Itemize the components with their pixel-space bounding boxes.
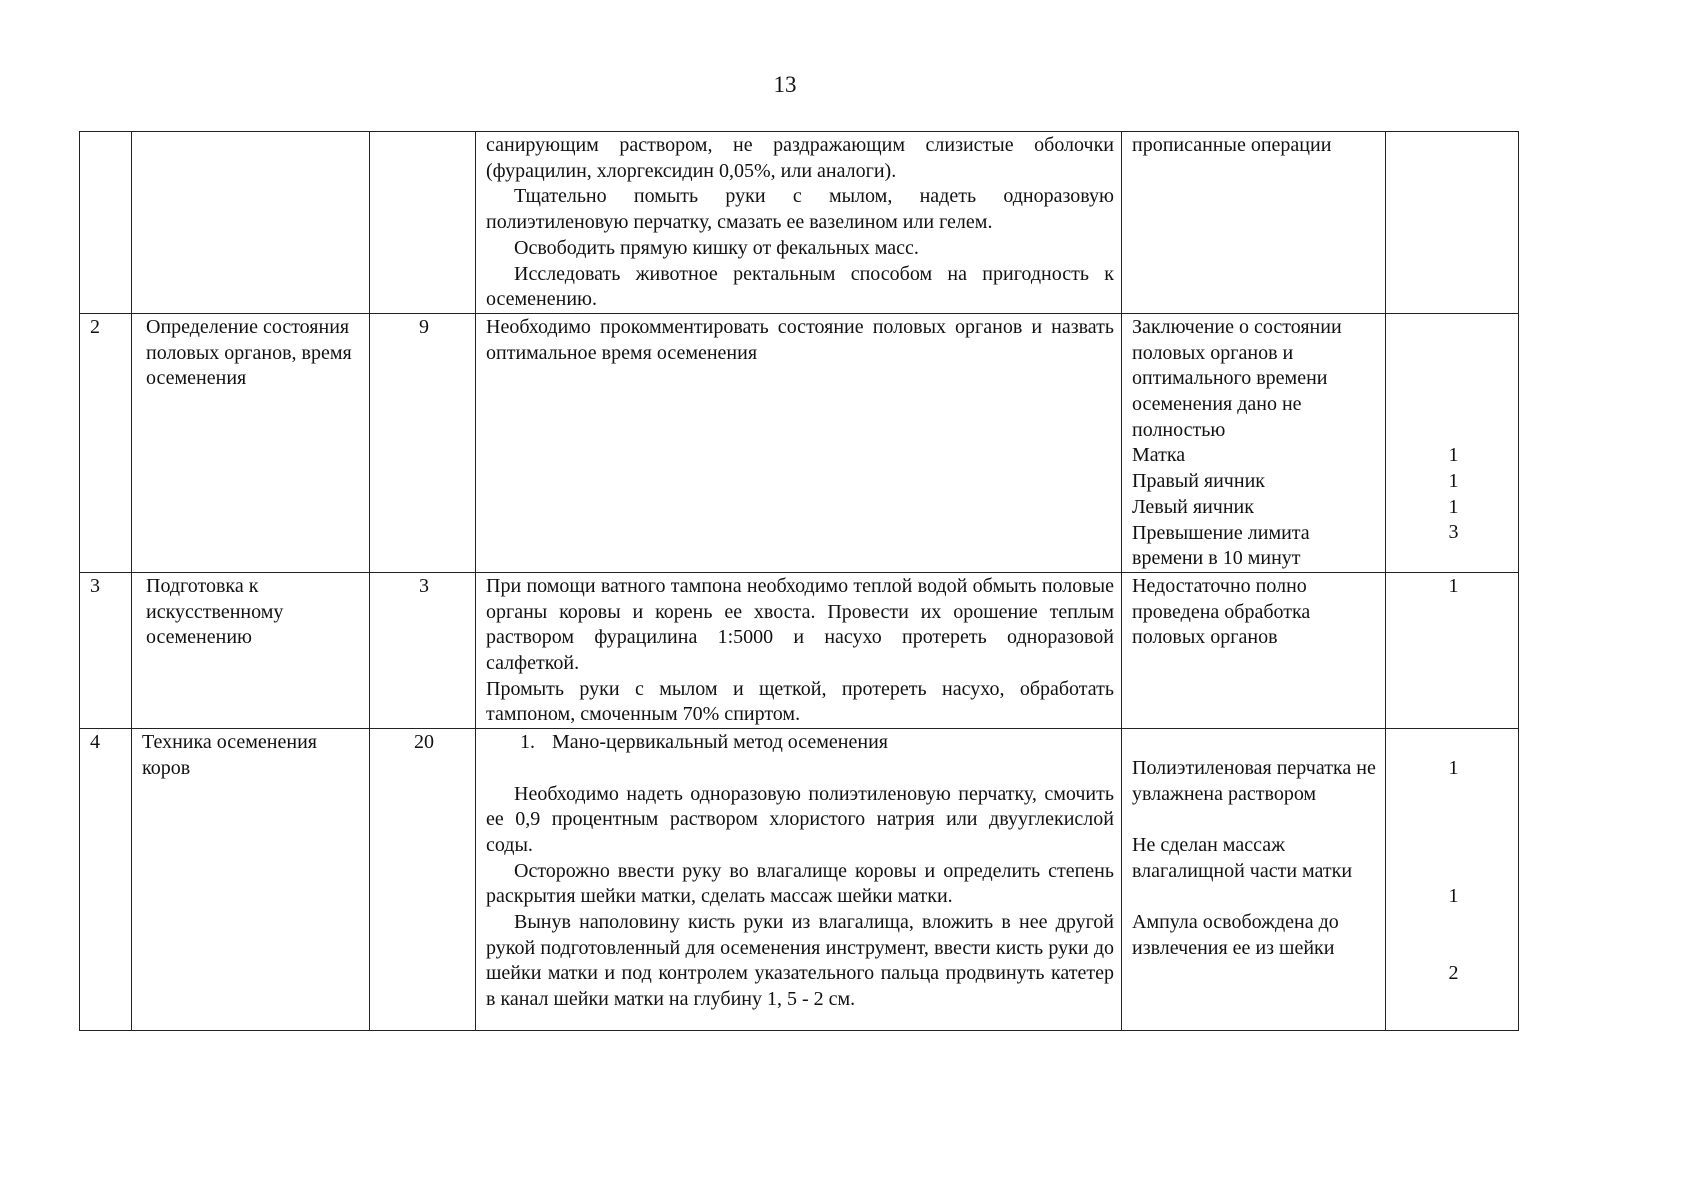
instruction-paragraph: При помощи ватного тампона необходимо теплой водой обмыть половые органы коровы и корень ее хвоста. Провести их орошение теплым раствором фурацилина 1:5000 и насухо протереть одноразовой салфеткой. — [486, 574, 1114, 675]
stage-name: Подготовка к искусственному осеменению — [146, 574, 284, 649]
instruction-cell — [476, 729, 1122, 1031]
points-value: 1 — [1448, 756, 1459, 779]
instruction-paragraph: Исследовать животное ректальным способом на пригодность к осеменению. — [486, 262, 1114, 311]
criterion-text: Не сделан массаж влагалищной части матки — [1132, 833, 1353, 882]
stage-name-cell — [132, 313, 370, 572]
instruction-cell — [476, 313, 1122, 572]
criterion-item: Правый яичник — [1132, 470, 1265, 493]
stage-name: Техника осеменения коров — [142, 731, 317, 779]
instruction-paragraph: Необходимо прокомментировать состояние половых органов и назвать оптимальное время осеменения — [486, 315, 1114, 364]
criterion-cell — [1122, 132, 1386, 314]
time-cell: 3 — [370, 572, 476, 728]
time-cell — [370, 132, 476, 314]
criterion-intro: Заключение о состоянии половых органов и оптимального времени осеменения дано не полностью — [1132, 315, 1342, 441]
stage-name-cell — [132, 572, 370, 728]
stage-name-cell — [132, 729, 370, 1031]
method-title: Мано-цервикальный метод осеменения — [552, 731, 888, 754]
points-value: 1 — [1448, 574, 1459, 597]
criterion-text: прописанные операции — [1132, 134, 1332, 156]
instruction-paragraph: Необходимо надеть одноразовую полиэтиленовую перчатку, смочить ее 0,9 процентным раствором хлористого натрия или двууглекислой соды. — [486, 782, 1114, 856]
instruction-paragraph: Освободить прямую кишку от фекальных масс. — [514, 236, 919, 259]
instruction-cell — [476, 132, 1122, 314]
method-heading — [486, 730, 1114, 756]
instruction-paragraph: Осторожно ввести руку во влагалище коровы и определить степень раскрытия шейки матки, сделать массаж шейки матки. — [486, 859, 1114, 908]
instruction-paragraph: Тщательно помыть руки с мылом, надеть одноразовую полиэтиленовую перчатку, смазать ее вазелином или гелем. — [486, 185, 1114, 234]
criterion-text: Ампула освобождена до извлечения ее из шейки — [1132, 911, 1339, 959]
num-cell: 2 — [80, 313, 132, 572]
stage-name-cell — [132, 132, 370, 314]
points-value: 1 — [1448, 495, 1459, 518]
table-row — [80, 313, 1519, 572]
list-number: 1. — [520, 731, 535, 754]
criterion-cell — [1122, 729, 1386, 1031]
num-cell — [80, 132, 132, 314]
page-number: 13 — [773, 72, 797, 97]
points-value: 1 — [1448, 444, 1459, 467]
criterion-text: Недостаточно полно проведена обработка половых органов — [1132, 574, 1311, 649]
table-row — [80, 132, 1519, 314]
instruction-paragraph: санирующим раствором, не раздражающим слизистые оболочки (фурацилин, хлоргексидин 0,05%, или аналоги). — [486, 134, 1114, 182]
table-row — [80, 729, 1519, 1031]
points-cell — [1386, 572, 1519, 728]
points-value: 1 — [1448, 885, 1459, 908]
points-value: 3 — [1448, 521, 1459, 544]
criterion-item: Левый яичник — [1132, 495, 1254, 518]
instruction-paragraph: Вынув наполовину кисть руки из влагалища, вложить в нее другой рукой подготовленный для осеменения инструмент, ввести кисть руки до шейки матки и под контролем указательного пальца продвинуть катетер в канал шейки матки на глубину 1, 5 - 2 см. — [486, 911, 1114, 1011]
time-cell: 9 — [370, 313, 476, 572]
criterion-cell — [1122, 572, 1386, 728]
points-value: 1 — [1448, 470, 1459, 493]
instruction-paragraph: Промыть руки с мылом и щеткой, протереть насухо, обработать тампоном, смоченным 70% спиртом. — [486, 677, 1114, 726]
points-cell — [1386, 313, 1519, 572]
time-cell: 20 — [370, 729, 476, 1031]
points-cell — [1386, 132, 1519, 314]
num-cell: 4 — [80, 729, 132, 1031]
stage-name: Определение состояния половых органов, время осеменения — [146, 315, 352, 390]
instruction-cell — [476, 572, 1122, 728]
criterion-text: Полиэтиленовая перчатка не увлажнена раствором — [1132, 756, 1376, 805]
assessment-table — [79, 131, 1519, 1031]
criterion-item: Матка — [1132, 444, 1186, 467]
num-cell: 3 — [80, 572, 132, 728]
table-row — [80, 572, 1519, 728]
points-cell — [1386, 729, 1519, 1031]
points-value: 2 — [1448, 962, 1459, 985]
criterion-item: Превышение лимита времени в 10 минут — [1132, 521, 1310, 570]
criterion-cell — [1122, 313, 1386, 572]
